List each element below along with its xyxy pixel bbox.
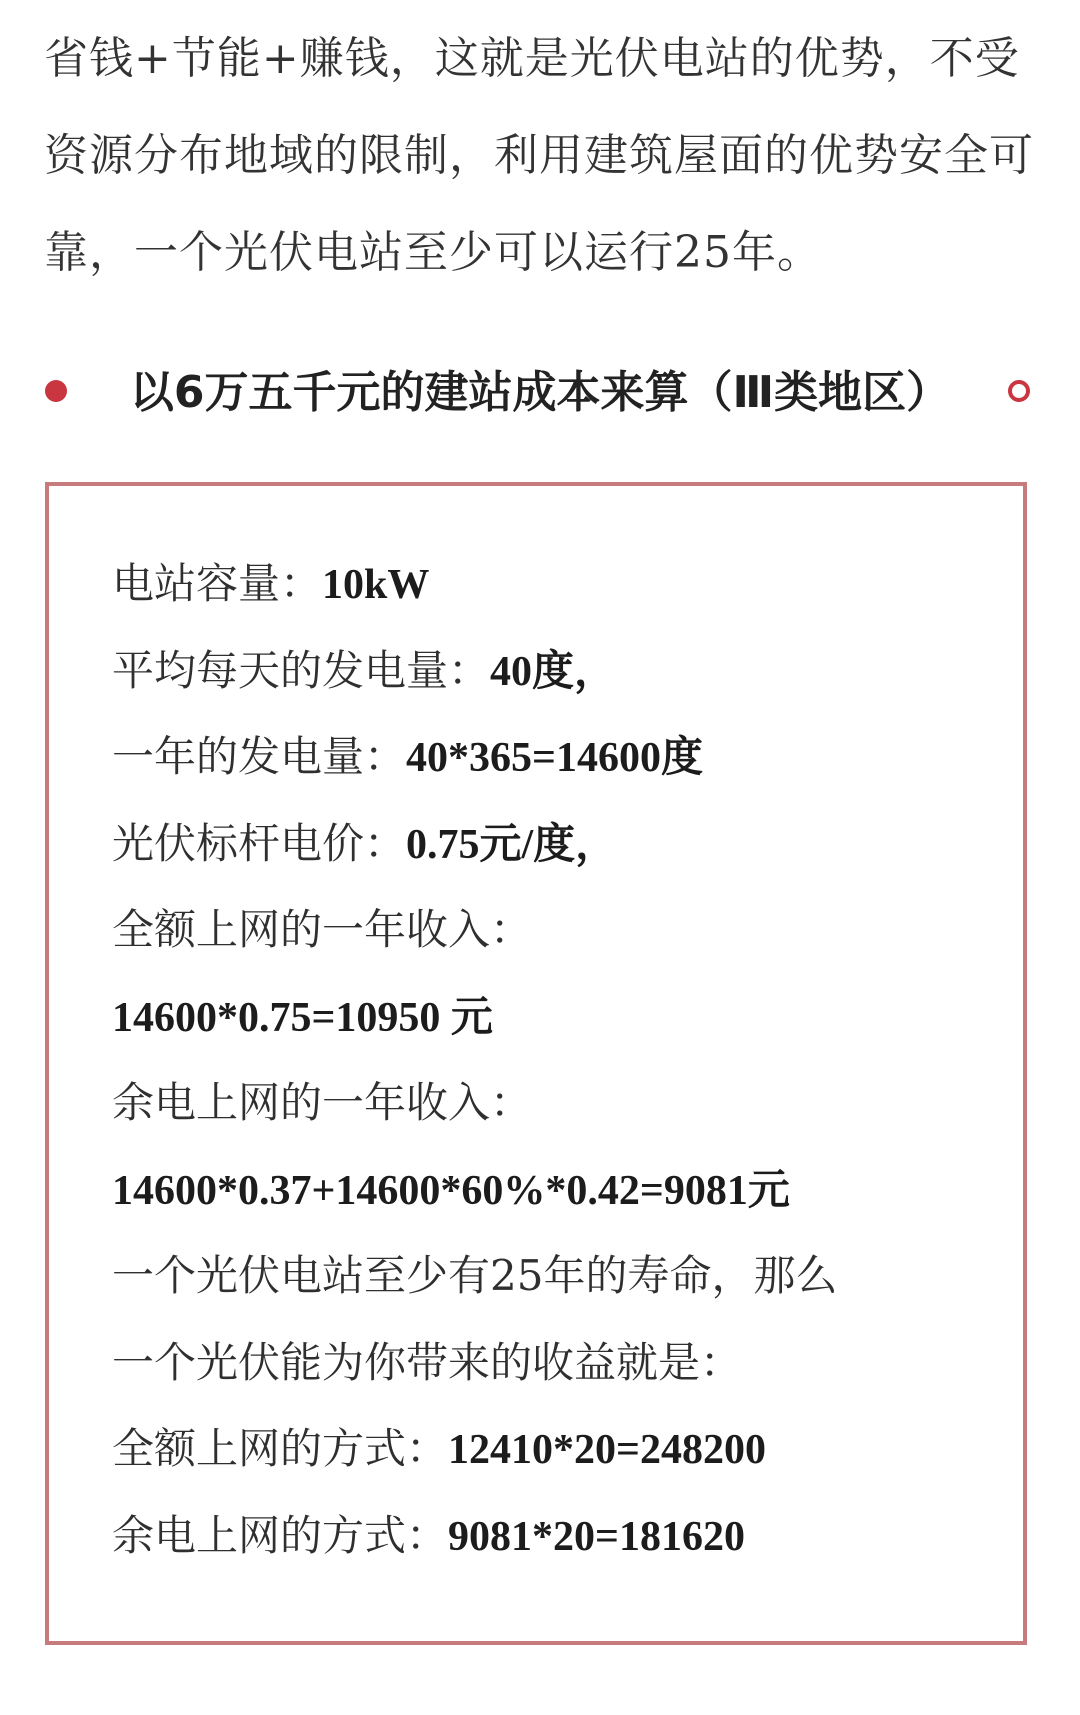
calc-value: 40度， (490, 648, 617, 695)
intro-paragraph: 省钱+节能+赚钱，这就是光伏电站的优势，不受资源分布地域的限制，利用建筑屋面的优势安全可靠，一个光伏电站至少可以运行25年。 (44, 33, 1034, 278)
calc-value: 12410*20=248200 (448, 1427, 766, 1473)
calc-value: 9081*20=181620 (448, 1513, 745, 1560)
calc-value: 10kW (322, 562, 430, 608)
calc-label: 电站容量： (112, 559, 323, 608)
calc-label: 一个光伏电站至少有25年的寿命，那么 (112, 1251, 838, 1300)
calc-line-earnings-intro (112, 1320, 1012, 1407)
calc-value: 40*365=14600度 (406, 735, 703, 781)
calc-line-full-grid-label (112, 887, 1012, 974)
calc-label: 余电上网的方式： (112, 1510, 449, 1560)
calc-line-surplus-value (112, 1147, 1012, 1234)
hollow-dot-icon (1008, 380, 1030, 402)
section-heading: 以6万五千元的建站成本来算（Ⅲ类地区） (129, 367, 951, 418)
calc-label: 光伏标杆电价： (112, 818, 407, 868)
calc-line-capacity (112, 541, 1012, 628)
calc-value: 0.75元/度， (406, 821, 618, 868)
calc-label: 一年的发电量： (112, 732, 407, 781)
calc-label: 余电上网的一年收入： (112, 1078, 533, 1127)
calc-line-full-grid-total (112, 1406, 1012, 1493)
calc-value: 14600*0.37+14600*60%*0.42=9081元 (112, 1167, 790, 1214)
calc-line-yearly-output (112, 714, 1012, 801)
calc-line-lifetime (112, 1233, 1012, 1320)
calc-line-surplus-label (112, 1060, 1012, 1147)
calc-line-surplus-total (112, 1493, 1012, 1580)
calc-value: 14600*0.75=10950 元 (112, 994, 493, 1041)
calculation-list (112, 541, 1012, 1579)
calc-line-price (112, 801, 1012, 888)
calc-label: 全额上网的方式： (112, 1424, 449, 1473)
calc-label: 全额上网的一年收入： (112, 905, 533, 954)
calc-label: 一个光伏能为你带来的收益就是： (112, 1337, 743, 1387)
calc-label: 平均每天的发电量： (112, 645, 491, 695)
filled-dot-icon (45, 380, 67, 402)
calc-line-full-grid-value (112, 974, 1012, 1061)
calc-line-daily-output (112, 628, 1012, 715)
